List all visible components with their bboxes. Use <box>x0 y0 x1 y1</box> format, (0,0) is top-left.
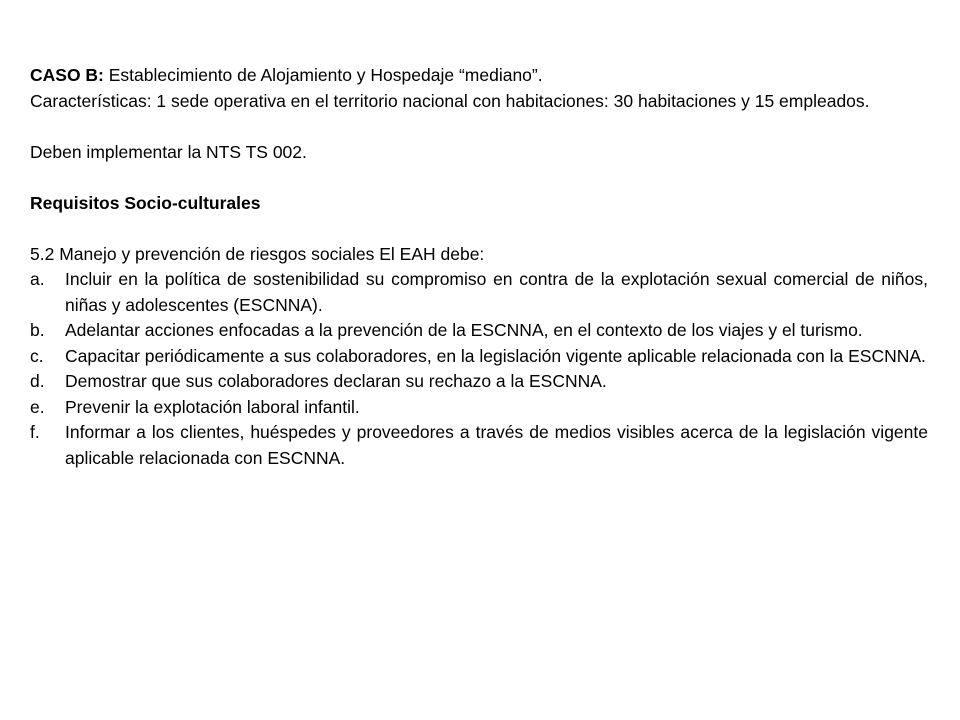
case-title <box>30 63 928 89</box>
list-marker: a. <box>30 269 45 289</box>
case-description: Establecimiento de Alojamiento y Hospedaje “mediano”. <box>103 65 543 85</box>
list-marker: b. <box>30 320 45 340</box>
list-item <box>30 420 928 471</box>
list-item <box>30 318 928 344</box>
implementation-text: Deben implementar la NTS TS 002. <box>30 141 307 162</box>
characteristics-text: Características: 1 sede operativa en el territorio nacional con habitaciones: 30 habitaciones y 15 empleados. <box>30 90 870 111</box>
list-item <box>30 369 928 395</box>
list-item-text: Incluir en la política de sostenibilidad su compromiso en contra de la explotación sexual comercial de niños, niñas y adolescentes (ESCNNA). <box>65 269 928 315</box>
list-marker: e. <box>30 396 45 417</box>
spacer <box>30 165 928 191</box>
list-marker: c. <box>30 345 44 366</box>
list-item-text: Capacitar periódicamente a sus colaboradores, en la legislación vigente aplicable relacionada con la ESCNNA. <box>65 345 926 366</box>
list-marker: d. <box>30 371 45 391</box>
list-item <box>30 344 928 370</box>
case-label: CASO B: <box>30 65 104 85</box>
spacer <box>30 216 928 242</box>
list-item-text: Prevenir la explotación laboral infantil. <box>65 396 360 417</box>
spacer <box>30 114 928 140</box>
list-item-text: Adelantar acciones enfocadas a la prevención de la ESCNNA, en el contexto de los viajes y el turismo. <box>65 320 863 340</box>
list-marker: f. <box>30 422 40 442</box>
slide-content <box>30 63 928 471</box>
list-item-text: Informar a los clientes, huéspedes y proveedores a través de medios visibles acerca de la legislación vigente aplicable relacionada con ESCNNA. <box>65 422 928 468</box>
requirements-heading: Requisitos Socio-culturales <box>30 192 261 213</box>
list-item-text: Demostrar que sus colaboradores declaran su rechazo a la ESCNNA. <box>65 371 607 391</box>
list-item <box>30 267 928 318</box>
list-item <box>30 395 928 421</box>
section-intro: 5.2 Manejo y prevención de riesgos sociales El EAH debe: <box>30 243 485 264</box>
requirements-list <box>30 267 928 471</box>
